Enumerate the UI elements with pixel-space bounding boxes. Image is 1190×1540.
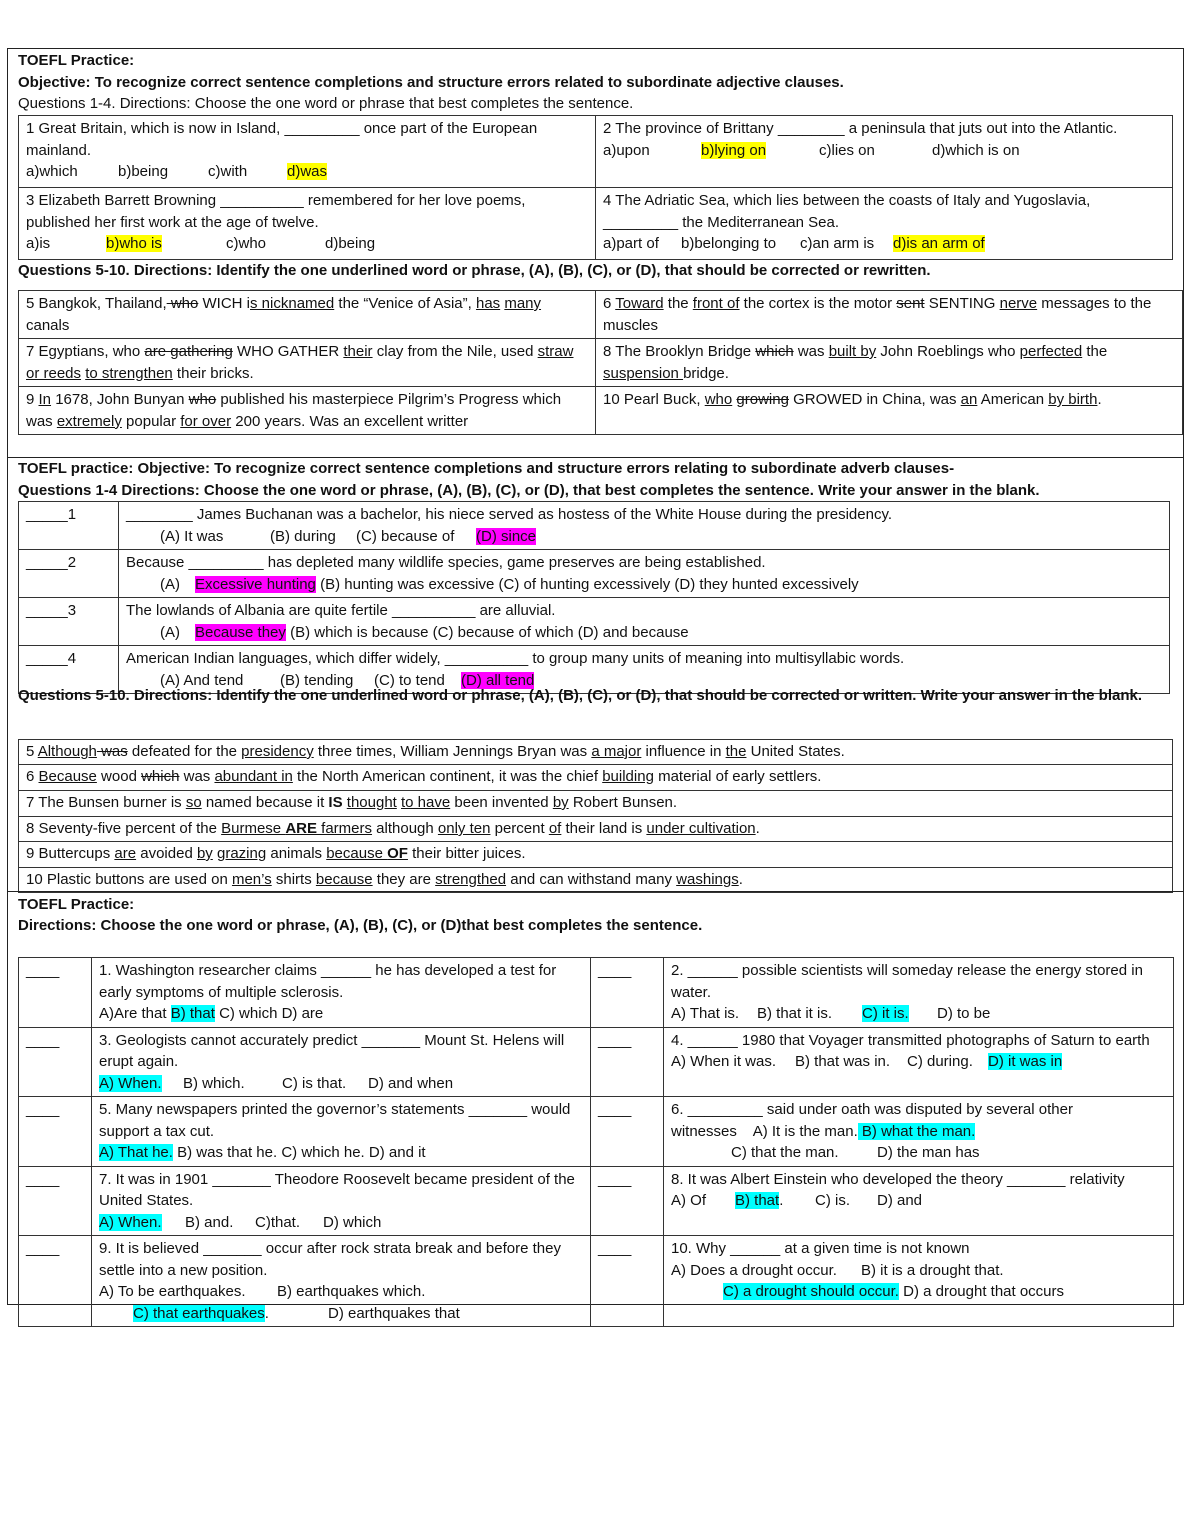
option-a: a)is (26, 235, 51, 252)
option-a: a)upon (603, 141, 650, 159)
question-10: 10. Why ______ at a given time is not known A) Does a drought occur. B) it is a drought that. C) a drought should occur. D) a drought that occurs (664, 1236, 1174, 1327)
question-1: ________ James Buchanan was a bachelor, his niece served as hostess of the White House during the presidency. (A) It was (B) during (C) because of (D) since (119, 502, 1170, 550)
question-4 (596, 188, 1173, 260)
question-stem: 4 The Adriatic Sea, which lies between the coasts of Italy and Yugoslavia, _________ the Mediterranean Sea. (603, 192, 1091, 231)
answer-blank[interactable]: ____ (591, 1236, 664, 1327)
question-10: 10 Plastic buttons are used on men’s shirts because they are strengthed and can withstand many washings. (19, 868, 1173, 893)
question-1: 1. Washington researcher claims ______ he has developed a test for early symptoms of multiple sclerosis. A)Are that B) that C) which D) are (92, 958, 591, 1028)
option-d-highlighted: d)was (287, 163, 328, 180)
option-b: b)belonging to (681, 235, 777, 252)
question-9: 9 Buttercups are avoided by grazing animals because OF their bitter juices. (19, 842, 1173, 868)
answer-highlighted: Excessive hunting (195, 575, 316, 593)
question-10: 10 Pearl Buck, who growing GROWED in China, was an American by birth. (596, 387, 1183, 435)
question-8: 8 The Brooklyn Bridge which was built by John Roeblings who perfected the suspension bridge. (596, 339, 1183, 387)
option-a: a)which (26, 163, 78, 180)
answer-blank[interactable]: _____4 (19, 646, 119, 694)
question-4: 4. ______ 1980 that Voyager transmitted photographs of Saturn to earth A) When it was. B) that was in. C) during. D) it was in (664, 1027, 1174, 1097)
answer-highlighted: (D) all tend (461, 671, 535, 689)
question-stem: 3 Elizabeth Barrett Browning __________ remembered for her love poems, published her first work at the age of twelve. (26, 192, 526, 231)
question-2: 2. ______ possible scientists will someday release the energy stored in water. A) That is. B) that it is. C) it is. D) to be (664, 958, 1174, 1028)
question-2 (596, 116, 1173, 188)
question-5: 5 Bangkok, Thailand, who WICH is nicknamed the “Venice of Asia”, has many canals (19, 291, 596, 339)
question-2: Because _________ has depleted many wildlife species, game preserves are being established. (A) Excessive hunting (B) hunting was excessive (C) of hunting excessively (D) they hunted excessively (119, 550, 1170, 598)
completion-table (18, 501, 1170, 694)
section-objective: Objective: To recognize correct sentence completions and structure errors related to subordinate adjective clauses. (18, 74, 844, 91)
question-7: 7. It was in 1901 _______ Theodore Roosevelt became president of the United States. A) When. B) and. C)that. D) which (92, 1166, 591, 1236)
answer-highlighted: A) That he. (99, 1144, 173, 1161)
question-8: 8 Seventy-five percent of the Burmese ARE farmers although only ten percent of their land is under cultivation. (19, 817, 1173, 842)
option-b-highlighted: b)who is (106, 235, 162, 252)
answer-blank[interactable]: _____1 (19, 502, 119, 550)
option-b: b)being (118, 163, 169, 180)
question-3 (19, 188, 596, 260)
answer-blank[interactable]: ____ (19, 1236, 92, 1327)
question-4: American Indian languages, which differ widely, __________ to group many units of meaning into multisyllabic words. (A) And tend (B) tending (C) to tend (D) all tend (119, 646, 1170, 694)
section-directions: Questions 1-4 Directions: Choose the one word or phrase, (A), (B), (C), or (D), that best completes the sentence. Write your answer in the blank. (18, 482, 1040, 499)
question-6: 6. _________ said under oath was disputed by several other witnesses A) It is the man. B) what the man. C) that the man. D) the man has (664, 1097, 1174, 1167)
answer-highlighted: B) that (735, 1192, 780, 1209)
option-c: c)lies on (819, 141, 875, 159)
error-table (18, 290, 1183, 435)
completion-table (18, 115, 1173, 260)
question-3: The lowlands of Albania are quite fertile __________ are alluvial. (A) Because they (B) which is because (C) because of which (D) and because (119, 598, 1170, 646)
answer-blank[interactable]: ____ (591, 958, 664, 1028)
question-stem: 1 Great Britain, which is now in Island, _________ once part of the European mainland. (26, 120, 538, 159)
section-directions: Directions: Choose the one word or phrase, (A), (B), (C), or (D)that best completes the sentence. (18, 917, 703, 934)
option-c: c)an arm is (800, 235, 875, 252)
question-8: 8. It was Albert Einstein who developed the theory _______ relativity A) Of B) that. C) is. D) and (664, 1166, 1174, 1236)
question-5: 5 Although was defeated for the presidency three times, William Jennings Bryan was a major influence in the United States. (19, 740, 1173, 765)
question-9: 9. It is believed _______ occur after rock strata break and before they settle into a new position. A) To be earthquakes. B) earthquakes which. C) that earthquakes. D) earthquakes that (92, 1236, 591, 1327)
option-d: d)being (325, 235, 376, 252)
answer-highlighted: B) what the man. (857, 1122, 976, 1140)
section-divider (8, 457, 1183, 458)
answer-highlighted: Because they (195, 623, 286, 641)
question-9: 9 In 1678, John Bunyan who published his masterpiece Pilgrim’s Progress which was extremely popular for over 200 years. Was an excellent writter (19, 387, 596, 435)
answer-blank[interactable]: ____ (19, 1097, 92, 1167)
answer-highlighted: C) that earthquakes (133, 1304, 265, 1322)
answer-blank[interactable]: ____ (19, 1166, 92, 1236)
answer-highlighted: A) When. (99, 1213, 162, 1231)
answer-blank[interactable]: ____ (591, 1166, 664, 1236)
question-stem: 2 The province of Brittany ________ a peninsula that juts out into the Atlantic. (603, 120, 1118, 137)
answer-highlighted: C) a drought should occur. (723, 1283, 899, 1300)
section-directions-errors: Questions 5-10. Directions: Identify the one underlined word or phrase, (A), (B), (C), or (D), that should be corrected or written. Write your answer in the blank. (18, 687, 1143, 704)
answer-highlighted: B) that (170, 1005, 215, 1022)
section-objective: TOEFL practice: Objective: To recognize correct sentence completions and structure errors relating to subordinate adverb clauses- (18, 460, 955, 477)
option-d: d)which is on (932, 141, 1020, 159)
question-5: 5. Many newspapers printed the governor’s statements _______ would support a tax cut. A) That he. B) was that he. C) which he. D) and it (92, 1097, 591, 1167)
answer-blank[interactable]: ____ (591, 1027, 664, 1097)
question-7: 7 The Bunsen burner is so named because it IS thought to have been invented by Robert Bunsen. (19, 791, 1173, 817)
answer-highlighted: C) it is. (862, 1005, 909, 1022)
answer-blank[interactable]: ____ (19, 958, 92, 1028)
question-1 (19, 116, 596, 188)
answer-highlighted: (D) since (476, 527, 537, 545)
section-title: TOEFL Practice: (18, 52, 135, 69)
answer-blank[interactable]: ____ (591, 1097, 664, 1167)
section-divider (8, 891, 1183, 892)
option-c: c)who (226, 235, 267, 252)
section-directions-errors: Questions 5-10. Directions: Identify the one underlined word or phrase, (A), (B), (C), or (D), that should be corrected or rewritten. (18, 262, 931, 279)
answer-blank[interactable]: ____ (19, 1027, 92, 1097)
answer-blank[interactable]: _____2 (19, 550, 119, 598)
option-c: c)with (208, 163, 248, 180)
worksheet-frame (7, 48, 1184, 1322)
question-6: 6 Toward the front of the cortex is the motor sent SENTING nerve messages to the muscles (596, 291, 1183, 339)
answer-highlighted: A) When. (99, 1074, 162, 1092)
question-6: 6 Because wood which was abundant in the North American continent, it was the chief building material of early settlers. (19, 765, 1173, 791)
section-directions: Questions 1-4. Directions: Choose the one word or phrase that best completes the sentence. (18, 95, 634, 112)
section-title: TOEFL Practice: (18, 896, 135, 913)
question-3: 3. Geologists cannot accurately predict _______ Mount St. Helens will erupt again. A) When. B) which. C) is that. D) and when (92, 1027, 591, 1097)
completion-table (18, 957, 1174, 1327)
answer-blank[interactable]: _____3 (19, 598, 119, 646)
error-table (18, 739, 1173, 893)
option-b-highlighted: b)lying on (701, 141, 767, 159)
option-a: a)part of (603, 235, 659, 252)
option-a: A) It is the man. (736, 1122, 858, 1140)
answer-highlighted: D) it was in (988, 1053, 1063, 1070)
question-7: 7 Egyptians, who are gathering WHO GATHER their clay from the Nile, used straw or reeds to strengthen their bricks. (19, 339, 596, 387)
option-d-highlighted: d)is an arm of (893, 235, 985, 252)
